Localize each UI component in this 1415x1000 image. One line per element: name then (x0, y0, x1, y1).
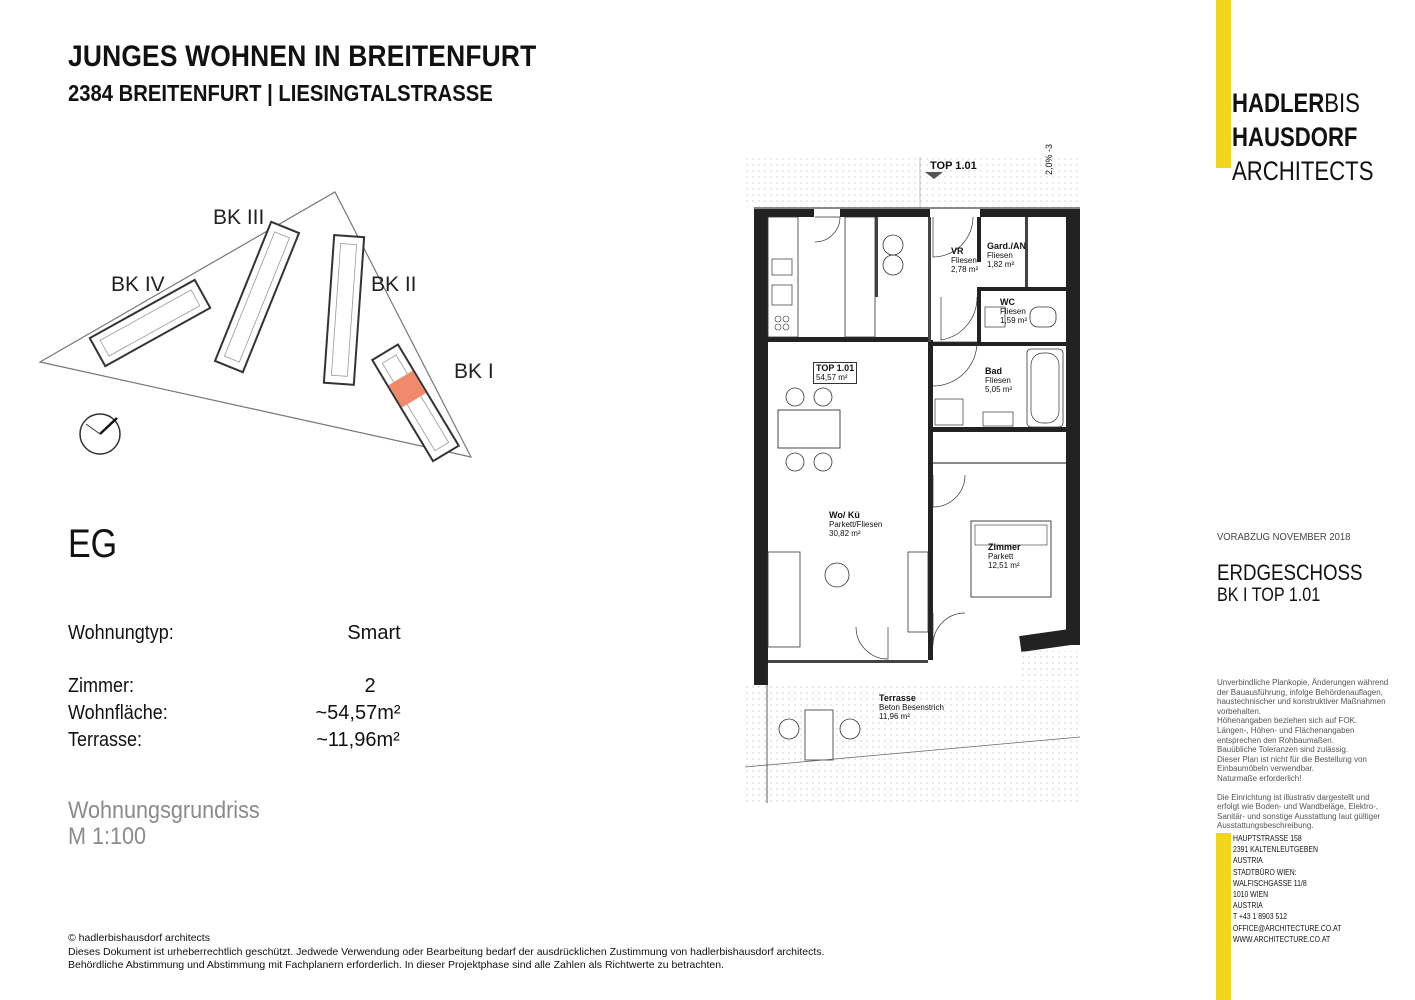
copyright-line: Dieses Dokument ist urheberrechtlich geschützt. Jedwede Verwendung oder Bearbeitung bedarf der ausdrücklichen Zustimmung von hadlerbishausdorf architects. (68, 945, 825, 958)
copyright-line: © hadlerbishausdorf architects (68, 932, 210, 944)
room-name: Wo/ Kü (829, 510, 860, 520)
room-zimmer (988, 543, 1021, 570)
project-title: JUNGES WOHNEN IN BREITENFURT (68, 40, 537, 73)
disclaimer-line: vorbehalten. (1217, 706, 1262, 716)
address-line: OFFICE@ARCHITECTURE.CO.AT (1233, 922, 1342, 933)
disclaimer (1217, 678, 1415, 831)
room-name: VR (951, 246, 964, 256)
unit-tag-name: TOP 1.01 (816, 363, 855, 373)
building-bk-ii (324, 235, 364, 385)
logo-word: ARCHITECTS (1232, 156, 1374, 186)
bk-i-label: BK I (454, 360, 494, 383)
disclaimer-line: Sanitär- und sonstige Ausstattung laut gültiger (1217, 811, 1381, 821)
logo-word: HAUSDORF (1232, 122, 1358, 152)
room-area: 1,82 m² (987, 260, 1015, 269)
rooms-label: Zimmer: (68, 675, 134, 697)
room-terrasse (879, 694, 944, 721)
copyright-block (68, 932, 824, 973)
address-line: AUSTRIA (1233, 855, 1263, 866)
bk-iii-label: BK III (213, 206, 265, 229)
address-line: 2391 KALTENLEUTGEBEN (1233, 844, 1318, 855)
copyright-line: Behördliche Abstimmung und Abstimmung mit Fachplanern erforderlich. In dieser Projektphase sind alle Zahlen als Richtwerte zu betrachten. (68, 959, 725, 971)
rooms-value: 2 (364, 675, 376, 697)
room-name: Bad (985, 366, 1003, 376)
room-name: Zimmer (988, 542, 1021, 552)
unit-tag-area: 54,57 m² (816, 373, 848, 382)
top-marker-label: TOP 1.01 (930, 160, 977, 172)
disclaimer-line: Längen-, Höhen- und Flächenangaben (1217, 725, 1355, 735)
plan-caption-title: Wohnungsgrundriss (68, 797, 260, 824)
disclaimer-line: haustechnischer und konstruktiver Maßnahmen (1217, 697, 1386, 707)
room-vr (951, 247, 978, 274)
room-area: 5,05 m² (985, 385, 1013, 394)
type-label: Wohnungtyp: (68, 622, 174, 644)
project-subtitle: 2384 BREITENFURT | LIESINGTALSTRASSE (68, 80, 493, 106)
address-line: STADTBÜRO WIEN: (1233, 866, 1297, 877)
room-finish: Parkett/Fliesen (829, 520, 883, 529)
building-bk-i (372, 345, 458, 462)
building-bk-iii (215, 222, 299, 372)
room-finish: Fliesen (1000, 307, 1026, 316)
disclaimer-line: der Bauausführung, infolge Behördenauflagen, (1217, 687, 1383, 697)
room-bad (985, 367, 1012, 394)
plan-caption (68, 798, 260, 850)
room-area: 2,78 m² (951, 265, 979, 274)
room-area: 11,96 m² (879, 712, 910, 721)
address-accent-bar (1216, 833, 1231, 1000)
site-plan (30, 180, 530, 480)
address-block (1233, 833, 1341, 945)
disclaimer-line: Dieser Plan ist nicht für die Bestellung von (1217, 754, 1367, 764)
room-finish: Fliesen (985, 376, 1011, 385)
unit-tag (813, 362, 857, 384)
type-value: Smart (347, 622, 401, 644)
room-area: 1,59 m² (1000, 316, 1028, 325)
disclaimer-line: Die Einrichtung ist illustrativ dargestellt und (1217, 792, 1370, 802)
address-line: HAUPTSTRASSE 158 (1233, 833, 1302, 843)
logo-accent-bar (1216, 0, 1231, 168)
address-line: WWW.ARCHITECTURE.CO.AT (1233, 933, 1331, 944)
disclaimer-line: Höhenangaben beziehen sich auf FOK. (1217, 716, 1358, 726)
room-finish: Fliesen (951, 256, 977, 265)
room-wc (1000, 298, 1027, 325)
room-name: Gard./AN (987, 241, 1027, 251)
room-finish: Beton Besenstrich (879, 703, 944, 712)
room-name: WC (1000, 297, 1015, 307)
disclaimer-line: Ausstattungsbeschreibung. (1217, 821, 1314, 831)
unit-title: BK I TOP 1.01 (1217, 585, 1321, 606)
room-name: Terrasse (879, 693, 916, 703)
room-area: 30,82 m² (829, 529, 861, 538)
disclaimer-line: Bauübliche Toleranzen sind zulässig. (1217, 745, 1349, 755)
bk-iv-label: BK IV (111, 273, 165, 296)
plan-scale: M 1:100 (68, 823, 147, 850)
address-line: 1010 WIEN (1233, 889, 1269, 900)
issue-label: VORABZUG NOVEMBER 2018 (1217, 531, 1351, 543)
terrace-label: Terrasse: (68, 729, 143, 751)
disclaimer-line (1217, 784, 1415, 793)
logo-word: BIS (1324, 88, 1360, 118)
address-line: T +43 1 8903 512 (1233, 911, 1287, 922)
area-label: Wohnfläche: (68, 702, 168, 724)
floor-title: ERDGESCHOSS (1217, 560, 1363, 585)
disclaimer-line: Unverbindliche Plankopie, Änderungen während (1217, 678, 1389, 687)
disclaimer-line: Einbaumöbeln verwendbar. (1217, 764, 1314, 774)
room-finish: Parkett (988, 552, 1014, 561)
slope-label: 2,0% -3 (1044, 143, 1054, 175)
terrace-value: ~11,96m² (316, 729, 400, 751)
company-logo (1232, 86, 1373, 188)
disclaimer-line: entsprechen den Rohbaumaßen. (1217, 735, 1334, 745)
address-line: WALFISCHGASSE 11/8 (1233, 877, 1307, 888)
address-line: AUSTRIA (1233, 900, 1263, 911)
logo-word: HADLER (1232, 88, 1325, 118)
room-wohnkueche (829, 511, 882, 538)
room-gard (987, 242, 1026, 269)
room-finish: Fliesen (987, 251, 1013, 260)
disclaimer-line: Naturmaße erforderlich! (1217, 773, 1302, 783)
room-area: 12,51 m² (988, 561, 1020, 570)
area-value: ~54,57m² (315, 702, 401, 724)
disclaimer-line: erfolgt wie Boden- und Wandbeläge, Elektro-, (1217, 802, 1379, 812)
bk-ii-label: BK II (371, 273, 417, 296)
floor-label: EG (68, 522, 118, 566)
